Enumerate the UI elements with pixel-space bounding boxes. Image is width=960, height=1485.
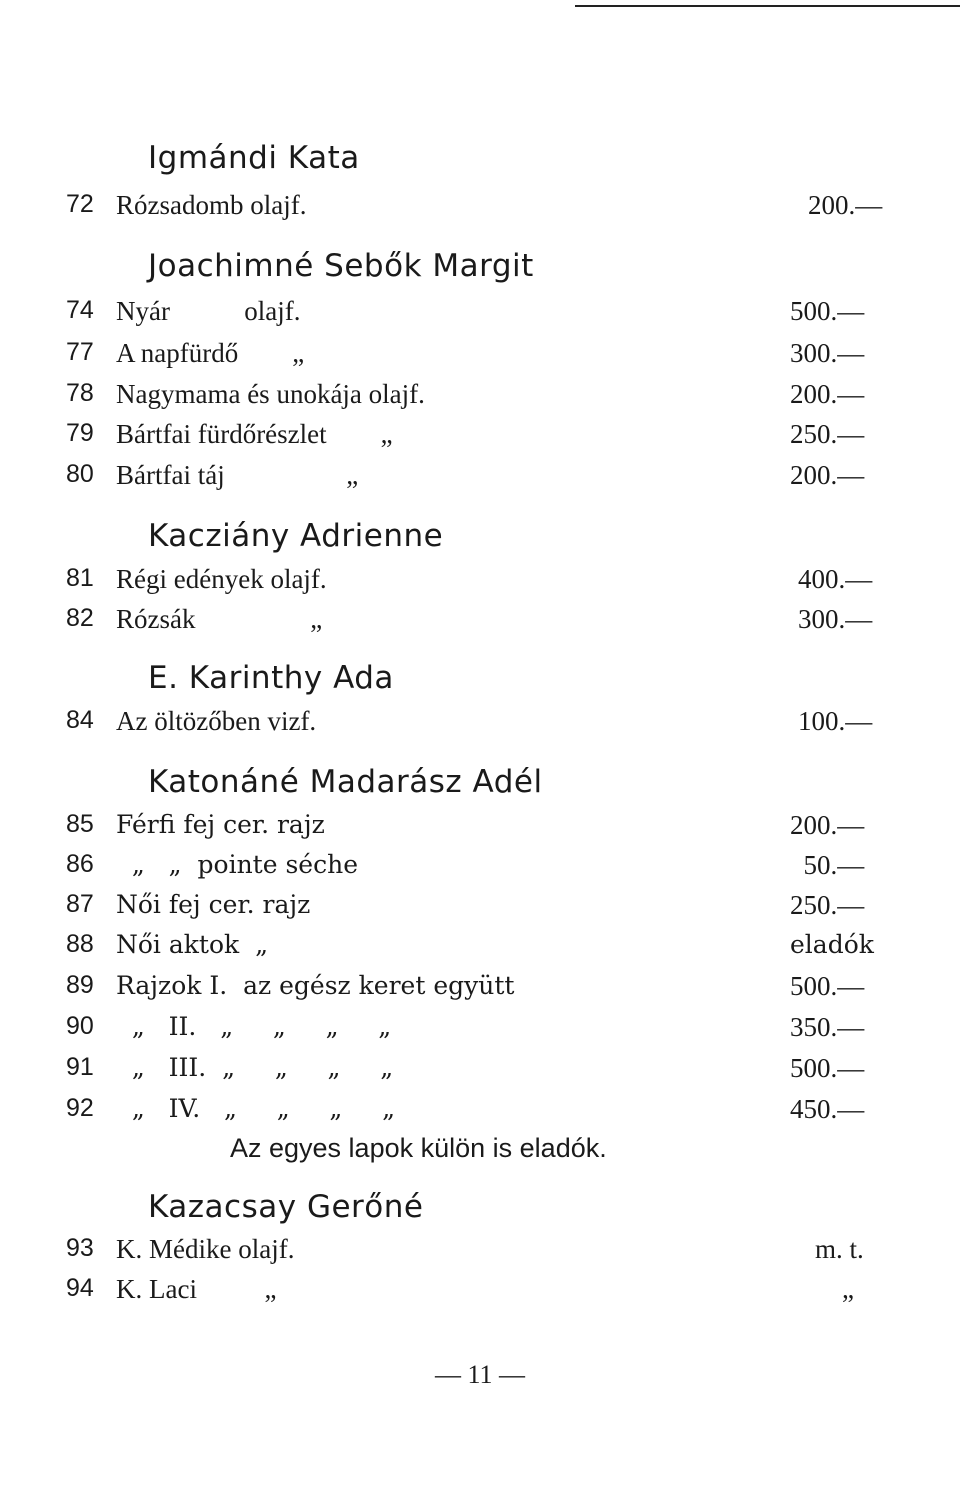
entry-price: 350.— bbox=[790, 1012, 865, 1042]
top-rule bbox=[575, 5, 960, 7]
entry-number: 87 bbox=[66, 890, 94, 918]
entry-title: A napfürdő „ bbox=[116, 338, 305, 368]
entry-price: 100.— bbox=[798, 706, 873, 736]
entry-price: 200.— bbox=[790, 460, 865, 490]
entry-number: 78 bbox=[66, 379, 94, 407]
entry-title: Férfi fej cer. rajz bbox=[116, 810, 325, 839]
artist-heading: Joachimné Sebők Margit bbox=[148, 248, 534, 284]
entry-price: 500.— bbox=[790, 296, 865, 326]
entry-number: 82 bbox=[66, 604, 94, 632]
entry-number: 89 bbox=[66, 971, 94, 999]
catalog-entry bbox=[0, 892, 960, 924]
entry-title: Az öltözőben vizf. bbox=[116, 706, 317, 736]
catalog-entry bbox=[0, 1096, 960, 1128]
catalog-entry bbox=[0, 421, 960, 453]
entry-price: 50.— bbox=[790, 850, 865, 880]
catalog-entry bbox=[0, 606, 960, 638]
entry-title: „ „ pointe séche bbox=[116, 850, 358, 879]
catalog-entry bbox=[0, 462, 960, 494]
entry-number: 88 bbox=[66, 930, 94, 958]
entry-number: 80 bbox=[66, 460, 94, 488]
entry-number: 90 bbox=[66, 1012, 94, 1040]
page-number: — 11 — bbox=[434, 1360, 526, 1389]
catalog-entry bbox=[0, 381, 960, 413]
entry-number: 92 bbox=[66, 1094, 94, 1122]
entry-price: m. t. bbox=[815, 1234, 864, 1264]
entry-title: Nyár olajf. bbox=[116, 296, 301, 326]
entry-price: 250.— bbox=[790, 890, 865, 920]
entry-number: 72 bbox=[66, 190, 94, 218]
entry-price: 300.— bbox=[790, 338, 865, 368]
entry-title: Nagymama és unokája olajf. bbox=[116, 379, 425, 409]
catalog-entry bbox=[0, 566, 960, 598]
catalog-entry bbox=[0, 852, 960, 884]
catalog-entry bbox=[0, 973, 960, 1005]
artist-heading: E. Karinthy Ada bbox=[148, 660, 394, 696]
entry-price: 500.— bbox=[790, 971, 865, 1001]
entry-number: 74 bbox=[66, 296, 94, 324]
catalog-entry bbox=[0, 1276, 960, 1308]
entry-number: 85 bbox=[66, 810, 94, 838]
catalog-entry bbox=[0, 1014, 960, 1046]
entry-price: 500.— bbox=[790, 1053, 865, 1083]
entry-price: 400.— bbox=[798, 564, 873, 594]
entry-title: „ II. „ „ „ „ bbox=[116, 1012, 392, 1041]
entry-title: Bártfai fürdőrészlet „ bbox=[116, 419, 393, 449]
entry-title: Rózsadomb olajf. bbox=[116, 190, 307, 220]
entry-title: „ IV. „ „ „ „ bbox=[116, 1094, 396, 1123]
catalog-entry bbox=[0, 340, 960, 372]
entry-price: 250.— bbox=[790, 419, 865, 449]
entry-price: 200.— bbox=[808, 190, 883, 220]
entry-title: Rózsák „ bbox=[116, 604, 323, 634]
entry-title: Bártfai táj „ bbox=[116, 460, 359, 490]
entry-number: 79 bbox=[66, 419, 94, 447]
catalog-entry bbox=[0, 1055, 960, 1087]
entry-price: 200.— bbox=[790, 810, 865, 840]
artist-heading: Katonáné Madarász Adél bbox=[148, 764, 543, 800]
entry-title: Női aktok „ bbox=[116, 930, 269, 959]
entry-title: K. Laci „ bbox=[116, 1274, 277, 1304]
entry-title: Női fej cer. rajz bbox=[116, 890, 311, 919]
catalog-entry bbox=[0, 932, 960, 964]
entry-number: 86 bbox=[66, 850, 94, 878]
catalog-entry bbox=[0, 1236, 960, 1268]
catalog-entry bbox=[0, 298, 960, 330]
artist-heading: Kacziány Adrienne bbox=[148, 518, 444, 554]
artist-heading: Kazacsay Gerőné bbox=[148, 1189, 424, 1225]
entry-title: „ III. „ „ „ „ bbox=[116, 1053, 394, 1082]
entry-number: 91 bbox=[66, 1053, 94, 1081]
section-note: Az egyes lapok külön is eladók. bbox=[230, 1133, 607, 1163]
artist-heading: Igmándi Kata bbox=[148, 140, 360, 176]
entry-price: 450.— bbox=[790, 1094, 865, 1124]
entry-title: K. Médike olajf. bbox=[116, 1234, 295, 1264]
catalog-entry bbox=[0, 192, 960, 224]
entry-price: 200.— bbox=[790, 379, 865, 409]
entry-title: Rajzok I. az egész keret együtt bbox=[116, 971, 515, 1000]
entry-number: 93 bbox=[66, 1234, 94, 1262]
entry-price: eladók bbox=[790, 930, 874, 959]
entry-number: 81 bbox=[66, 564, 94, 592]
catalog-entry bbox=[0, 708, 960, 740]
entry-price: „ bbox=[815, 1274, 854, 1304]
entry-title: Régi edények olajf. bbox=[116, 564, 327, 594]
entry-number: 94 bbox=[66, 1274, 94, 1302]
entry-number: 84 bbox=[66, 706, 94, 734]
entry-number: 77 bbox=[66, 338, 94, 366]
entry-price: 300.— bbox=[798, 604, 873, 634]
catalog-entry bbox=[0, 812, 960, 844]
